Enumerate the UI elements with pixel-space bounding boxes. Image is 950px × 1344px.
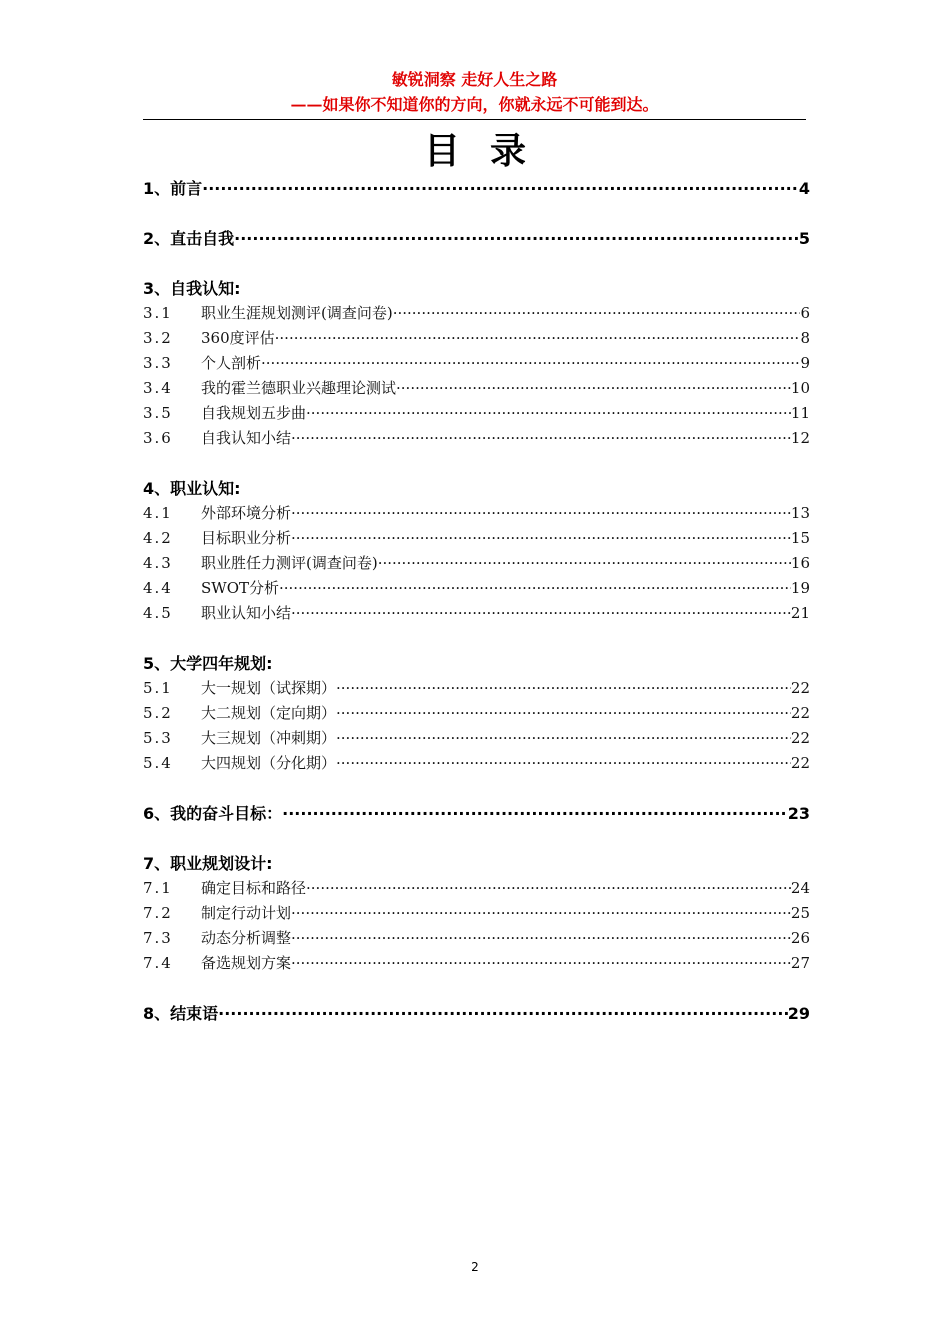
toc-leader-dots <box>291 901 791 926</box>
toc-entry-preface[interactable] <box>143 176 810 201</box>
toc-subentry[interactable] <box>143 701 810 726</box>
toc-leader-dots <box>336 701 791 726</box>
toc-subentry-number: 4.3 <box>143 554 173 572</box>
toc-page-number: 8 <box>800 329 810 347</box>
toc-subentry[interactable] <box>143 526 810 551</box>
toc-subentry-number: 3.6 <box>143 429 173 447</box>
toc-page-number: 23 <box>787 804 810 823</box>
toc-subentry-number: 3.2 <box>143 329 173 347</box>
toc-subentry[interactable] <box>143 376 810 401</box>
toc-page-number: 22 <box>790 754 810 772</box>
toc-subentry-label: 自我认知小结 <box>201 429 292 447</box>
toc-subentry-number: 3.3 <box>143 354 173 372</box>
header-divider <box>143 119 806 120</box>
toc-subentry-number: 5.2 <box>143 704 173 722</box>
toc-subentry-number: 7.3 <box>143 929 173 947</box>
toc-leader-dots <box>282 801 788 826</box>
header-quote: ——如果你不知道你的方向，你就永远不可能到达。 <box>290 95 659 114</box>
toc-subentry-label: 360度评估 <box>201 329 275 347</box>
toc-subentry-label: 大一规划（试探期） <box>201 679 337 697</box>
toc-subentry-label: SWOT分析 <box>201 579 279 597</box>
toc-subentry-label: 大三规划（冲刺期） <box>201 729 337 747</box>
toc-subentry-label: 确定目标和路径 <box>201 879 307 897</box>
toc-section-heading[interactable]: 5、大学四年规划: <box>143 654 273 673</box>
toc-leader-dots <box>336 726 791 751</box>
toc-section-heading[interactable]: 7、职业规划设计: <box>143 854 273 873</box>
toc-page-number: 21 <box>790 604 810 622</box>
table-of-contents <box>143 176 810 1026</box>
toc-leader-dots <box>291 601 791 626</box>
toc-subentry-label: 备选规划方案 <box>201 954 292 972</box>
toc-leader-dots <box>261 351 800 376</box>
toc-subentry-label: 目标职业分析 <box>201 529 292 547</box>
toc-leader-dots <box>378 551 791 576</box>
toc-subentry-number: 4.5 <box>143 604 173 622</box>
toc-page-number: 19 <box>790 579 810 597</box>
toc-page-number: 9 <box>800 354 810 372</box>
toc-subentry[interactable] <box>143 551 810 576</box>
toc-page-number: 24 <box>790 879 810 897</box>
toc-leader-dots <box>393 301 801 326</box>
toc-subentry-label: 制定行动计划 <box>201 904 292 922</box>
toc-subentry-label: 外部环境分析 <box>201 504 292 522</box>
toc-subentry[interactable] <box>143 401 810 426</box>
toc-subentry[interactable] <box>143 926 810 951</box>
toc-leader-dots <box>291 426 791 451</box>
toc-leader-dots <box>291 501 791 526</box>
toc-entry-label: 8、结束语 <box>143 1004 219 1023</box>
toc-entry-goals[interactable] <box>143 801 810 826</box>
toc-subentry-label: 动态分析调整 <box>201 929 292 947</box>
toc-page-number: 5 <box>798 229 810 248</box>
toc-page-number: 25 <box>790 904 810 922</box>
toc-subentry-label: 职业生涯规划测评(调查问卷) <box>201 304 393 322</box>
toc-page-number: 15 <box>790 529 810 547</box>
toc-subentry-label: 大二规划（定向期） <box>201 704 337 722</box>
toc-subentry-number: 3.5 <box>143 404 173 422</box>
toc-page-number: 26 <box>790 929 810 947</box>
toc-subentry-label: 我的霍兰德职业兴趣理论测试 <box>201 379 397 397</box>
toc-subentry-label: 职业胜任力测评(调查问卷) <box>201 554 378 572</box>
header-motto: 敏锐洞察 走好人生之路 <box>391 70 558 89</box>
toc-subentry[interactable] <box>143 501 810 526</box>
toc-page-number: 13 <box>790 504 810 522</box>
toc-leader-dots <box>202 176 799 201</box>
toc-entry-label: 2、直击自我 <box>143 229 235 248</box>
toc-subentry[interactable] <box>143 726 810 751</box>
toc-leader-dots <box>291 926 791 951</box>
toc-subentry[interactable] <box>143 301 810 326</box>
toc-page-number: 16 <box>790 554 810 572</box>
toc-page-number: 12 <box>790 429 810 447</box>
toc-page-number: 11 <box>790 404 810 422</box>
toc-page-number: 22 <box>790 729 810 747</box>
toc-page-number: 4 <box>798 179 810 198</box>
toc-leader-dots <box>218 1001 788 1026</box>
page-number: 2 <box>471 1260 479 1274</box>
toc-subentry[interactable] <box>143 326 810 351</box>
toc-leader-dots <box>279 576 791 601</box>
toc-entry-self[interactable] <box>143 226 810 251</box>
toc-subentry[interactable] <box>143 576 810 601</box>
toc-subentry-number: 4.4 <box>143 579 173 597</box>
toc-leader-dots <box>336 676 791 701</box>
toc-subentry-number: 4.1 <box>143 504 173 522</box>
toc-subentry-label: 自我规划五步曲 <box>201 404 307 422</box>
toc-subentry-number: 4.2 <box>143 529 173 547</box>
toc-subentry-number: 5.4 <box>143 754 173 772</box>
toc-subentry-number: 5.1 <box>143 679 173 697</box>
toc-title: 目录 <box>423 131 556 172</box>
toc-subentry-number: 7.1 <box>143 879 173 897</box>
toc-subentry-label: 大四规划（分化期） <box>201 754 337 772</box>
toc-page-number: 6 <box>800 304 810 322</box>
toc-subentry[interactable] <box>143 676 810 701</box>
toc-subentry[interactable] <box>143 901 810 926</box>
toc-subentry-number: 7.4 <box>143 954 173 972</box>
toc-subentry[interactable] <box>143 601 810 626</box>
toc-subentry[interactable] <box>143 951 810 976</box>
toc-leader-dots <box>306 401 791 426</box>
toc-subentry-number: 3.1 <box>143 304 173 322</box>
toc-section-heading[interactable]: 3、自我认知: <box>143 279 241 298</box>
toc-page-number: 27 <box>790 954 810 972</box>
toc-leader-dots <box>336 751 791 776</box>
toc-page-number: 22 <box>790 704 810 722</box>
toc-subentry[interactable] <box>143 751 810 776</box>
toc-subentry[interactable] <box>143 876 810 901</box>
toc-page-number: 10 <box>790 379 810 397</box>
toc-subentry-label: 个人剖析 <box>201 354 262 372</box>
toc-leader-dots <box>234 226 799 251</box>
toc-leader-dots <box>396 376 791 401</box>
toc-subentry[interactable] <box>143 351 810 376</box>
page-header <box>143 66 806 116</box>
toc-page-number: 29 <box>787 1004 810 1023</box>
toc-subentry-number: 3.4 <box>143 379 173 397</box>
toc-leader-dots <box>275 326 801 351</box>
toc-subentry-number: 7.2 <box>143 904 173 922</box>
toc-leader-dots <box>306 876 791 901</box>
toc-leader-dots <box>291 526 791 551</box>
toc-subentry[interactable] <box>143 426 810 451</box>
toc-entry-label: 1、前言 <box>143 179 203 198</box>
toc-page-number: 22 <box>790 679 810 697</box>
toc-section-heading[interactable]: 4、职业认知: <box>143 479 241 498</box>
toc-entry-label: 6、我的奋斗目标： <box>143 804 283 823</box>
toc-leader-dots <box>291 951 791 976</box>
toc-subentry-number: 5.3 <box>143 729 173 747</box>
toc-subentry-label: 职业认知小结 <box>201 604 292 622</box>
toc-entry-conclusion[interactable] <box>143 1001 810 1026</box>
